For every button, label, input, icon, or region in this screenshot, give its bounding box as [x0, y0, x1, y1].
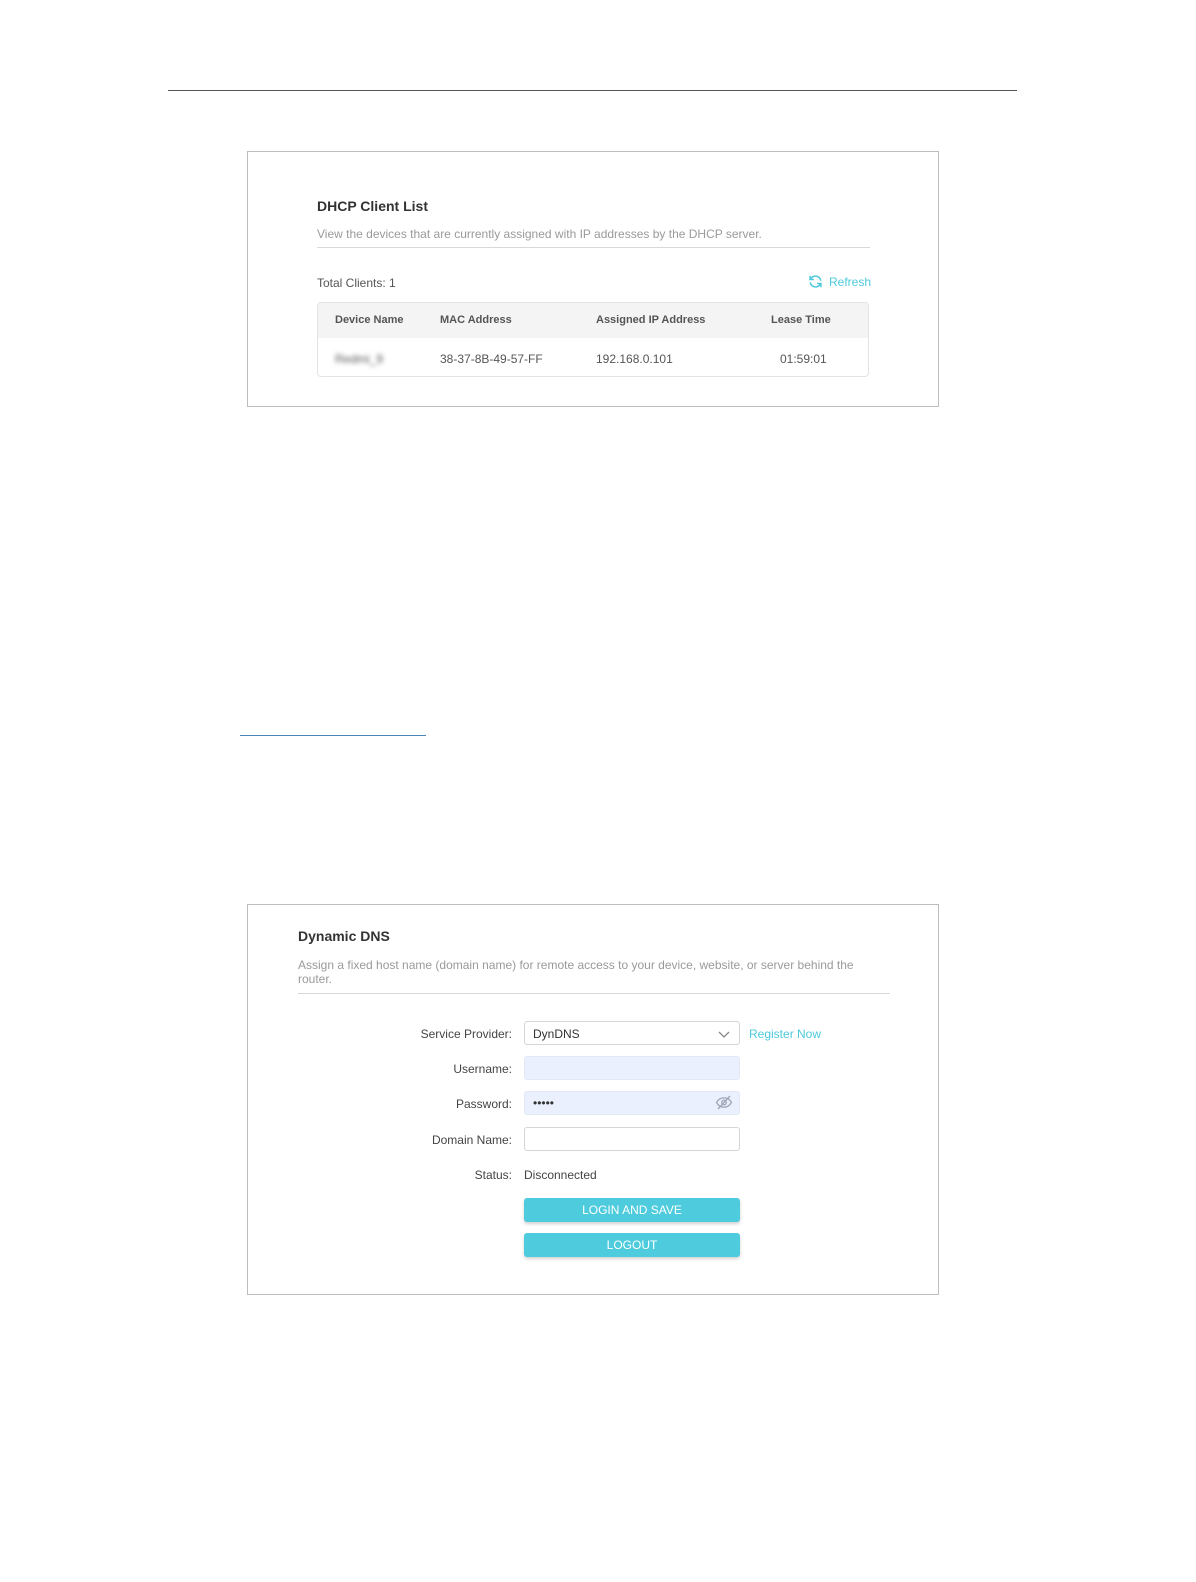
page-header-rule: [168, 90, 1017, 91]
username-label: Username:: [453, 1062, 512, 1076]
service-provider-value: DynDNS: [533, 1027, 580, 1041]
password-input[interactable]: [524, 1091, 740, 1115]
table-header: [318, 303, 868, 338]
dhcp-client-list-panel: [247, 151, 939, 407]
logout-button[interactable]: LOGOUT: [524, 1233, 740, 1257]
status-label: Status:: [474, 1168, 512, 1182]
dhcp-divider: [317, 247, 870, 248]
eye-slash-icon[interactable]: [715, 1095, 733, 1115]
dhcp-title: DHCP Client List: [317, 198, 428, 214]
total-clients: Total Clients: 1: [317, 276, 396, 290]
cell-assigned-ip: 192.168.0.101: [596, 352, 673, 366]
domain-name-input[interactable]: [524, 1127, 740, 1151]
chevron-down-icon: [718, 1028, 730, 1042]
refresh-icon: [808, 274, 823, 289]
dhcp-client-table: [317, 302, 869, 377]
password-label: Password:: [455, 1097, 512, 1111]
cell-device-name: Redmi_9: [335, 352, 384, 366]
ddns-divider: [298, 993, 890, 994]
column-header-lease-time: Lease Time: [771, 314, 831, 326]
dynamic-dns-panel: [247, 904, 939, 1295]
domain-name-label: Domain Name:: [431, 1133, 512, 1147]
column-header-assigned-ip: Assigned IP Address: [596, 314, 706, 326]
cell-lease-time: 01:59:01: [780, 352, 827, 366]
password-field: [524, 1091, 740, 1115]
refresh-button[interactable]: [808, 274, 871, 289]
service-provider-label: Service Provider:: [420, 1027, 512, 1041]
column-header-mac-address: MAC Address: [440, 314, 512, 326]
username-input[interactable]: [524, 1056, 740, 1080]
ddns-description: Assign a fixed host name (domain name) for remote access to your device, website, or server behind the router.: [298, 958, 854, 986]
link-underline-rule: [240, 735, 426, 736]
cell-mac-address: 38-37-8B-49-57-FF: [440, 352, 543, 366]
status-value: Disconnected: [524, 1168, 597, 1182]
column-header-device-name: Device Name: [335, 314, 404, 326]
register-now-link[interactable]: Register Now: [749, 1027, 822, 1041]
service-provider-select[interactable]: [524, 1021, 740, 1045]
refresh-label: Refresh: [829, 274, 872, 289]
login-and-save-button[interactable]: LOGIN AND SAVE: [524, 1198, 740, 1222]
table-row: [318, 338, 868, 377]
ddns-title: Dynamic DNS: [298, 928, 390, 944]
dhcp-description: View the devices that are currently assigned with IP addresses by the DHCP server.: [317, 227, 762, 241]
